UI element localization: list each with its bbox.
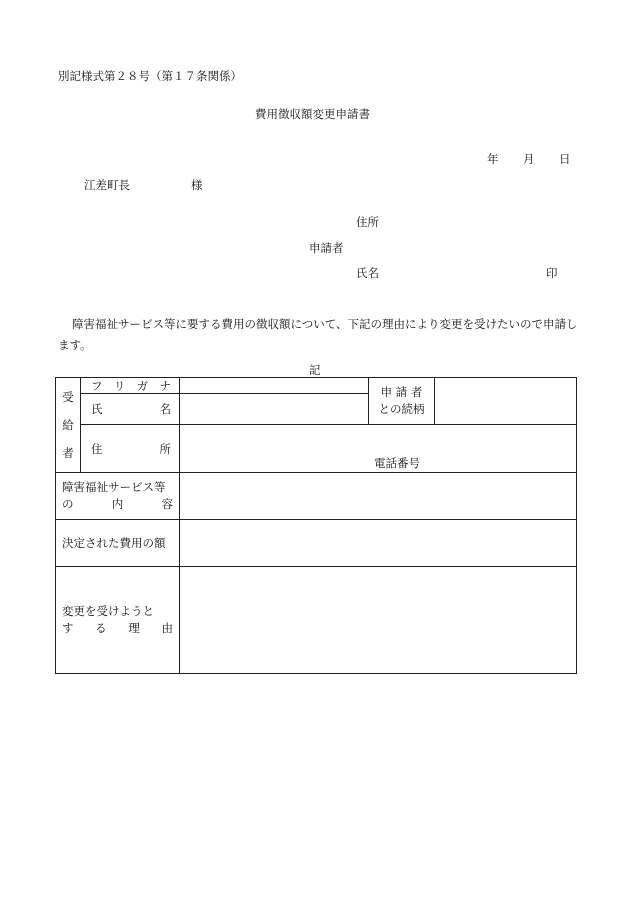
applicant-role-label: 申請者	[309, 241, 344, 255]
decided-cost-field[interactable]	[180, 520, 577, 567]
addressee-honorific: 様	[191, 178, 203, 192]
service-content-label: 障害福祉サービス等 の 内 容	[56, 473, 180, 520]
date-month: 月	[523, 152, 535, 166]
recipient-vertical-label: 受 給 者	[56, 378, 81, 473]
ki-heading: 記	[309, 363, 321, 377]
address-label: 住 所	[81, 425, 180, 473]
form-number: 別記様式第２８号（第１７条関係）	[58, 69, 242, 83]
addressee-name: 江差町長	[84, 178, 130, 192]
date-year: 年	[487, 152, 499, 166]
decided-cost-label: 決定された費用の額	[56, 520, 180, 567]
name-label: 氏 名	[81, 394, 180, 425]
relation-label: 申 請 者 との続柄	[369, 378, 435, 425]
request-statement: 障害福祉サービス等に要する費用の徴収額について、下記の理由により変更を受けたいので申請します。	[58, 317, 578, 352]
applicant-address-label: 住所	[356, 215, 379, 229]
application-form-table	[55, 377, 577, 674]
document-title: 費用徴収額変更申請書	[255, 107, 370, 121]
furigana-label: フ リ ガ ナ	[81, 378, 180, 394]
phone-label: 電話番号	[374, 456, 420, 470]
name-field[interactable]	[180, 394, 369, 425]
service-content-field[interactable]	[180, 473, 577, 520]
furigana-field[interactable]	[180, 378, 369, 394]
seal-mark: 印	[546, 266, 558, 280]
date-day: 日	[559, 152, 571, 166]
change-reason-field[interactable]	[180, 567, 577, 674]
change-reason-label: 変更を受けようと す る 理 由	[56, 567, 180, 674]
address-field[interactable]	[180, 425, 577, 473]
relation-field[interactable]	[435, 378, 577, 425]
applicant-name-label: 氏名	[356, 266, 379, 280]
